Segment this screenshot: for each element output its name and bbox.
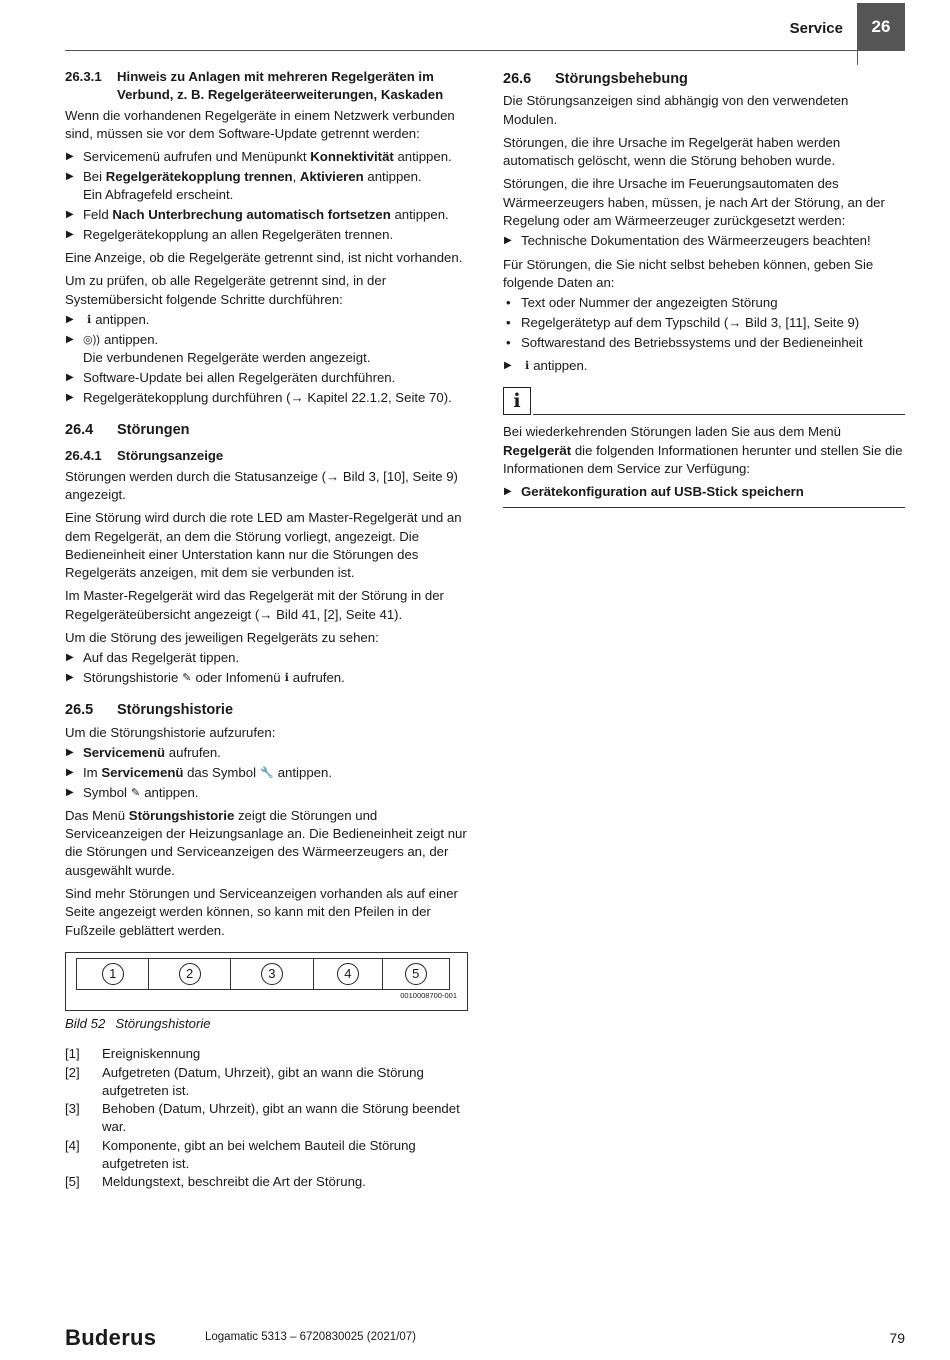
bullet-list xyxy=(503,294,905,352)
left-column xyxy=(65,68,468,1192)
figure-legend xyxy=(65,1045,468,1191)
legend-item: [1] Ereigniskennung xyxy=(65,1046,201,1062)
info-rule xyxy=(533,414,905,415)
step-item: ▶ Regelgerätekopplung durchführen (→ Kapitel 22.1.2, Seite 70). xyxy=(65,389,468,407)
legend-item: [4] Komponente, gibt an bei welchem Bauteil die Störung aufgetreten ist. xyxy=(65,1137,416,1172)
paragraph: Für Störungen, die Sie nicht selbst beheben können, geben Sie folgende Daten an: xyxy=(503,256,874,290)
network-icon: ◎)) xyxy=(83,333,100,346)
figure-cell: 4 xyxy=(314,959,382,989)
step-item: ▶ Servicemenü aufrufen. xyxy=(65,744,468,762)
brand-logo: Buderus xyxy=(65,1325,157,1350)
paragraph: Eine Störung wird durch die rote LED am Master-Regelgerät und an dem Regelgerät, an dem die Störung vorliegt, angezeigt. Die Bedieneinheit einer Unterstation kann nur die Störungen des Regelgeräts anzeigen, mit dem sie verbunden ist. xyxy=(65,510,462,581)
paragraph: Störungen, die ihre Ursache im Regelgerät haben werden automatisch gelöscht, wenn die Störung behoben wurde. xyxy=(503,134,841,169)
heading-number: 26.3.1 xyxy=(65,69,102,84)
info-notice-header xyxy=(503,387,905,415)
right-column xyxy=(503,68,905,508)
chapter-number-badge: 26 xyxy=(857,3,905,51)
heading-26-4: 26.4 Störungen xyxy=(65,422,190,439)
paragraph: Im Master-Regelgerät wird das Regelgerät mit der Störung in der Regelgeräteübersicht angezeigt (→ Bild 41, [2], Seite 41). xyxy=(65,588,444,622)
step-item: ▶ ℹ antippen. xyxy=(503,357,905,375)
figure-caption: Bild 52 Störungshistorie xyxy=(65,1015,211,1031)
step-item: ▶ Gerätekonfiguration auf USB-Stick speichern xyxy=(503,483,905,501)
step-list xyxy=(65,148,468,244)
step-item: ▶ Auf das Regelgerät tippen. xyxy=(65,649,468,667)
step-item: ▶ Störungshistorie ✎ oder Infomenü ℹ aufrufen. xyxy=(65,669,468,687)
step-item: ▶ Feld Nach Unterbrechung automatisch fortsetzen antippen. xyxy=(65,206,468,224)
heading-26-5: 26.5 Störungshistorie xyxy=(65,702,234,719)
paragraph: Sind mehr Störungen und Serviceanzeigen vorhanden als auf einer Seite angezeigt werden können, so kann mit den Pfeilen in der Fußzeile geblättert werden. xyxy=(65,886,458,938)
figure-table xyxy=(76,958,450,990)
figure-cell: 2 xyxy=(149,959,230,989)
info-icon: i xyxy=(503,387,531,415)
page-number: 79 xyxy=(889,1330,905,1346)
step-item: ▶ ◎)) antippen. Die verbundenen Regelgeräte werden angezeigt. xyxy=(65,331,468,368)
service-wrench-icon: 🔧 xyxy=(260,766,274,779)
heading-26-3-1 xyxy=(65,68,468,105)
paragraph: Um die Störung des jeweiligen Regelgeräts zu sehen: xyxy=(65,630,379,646)
info-menu-icon: ℹ xyxy=(284,672,289,685)
bullet-item: • Softwarestand des Betriebssystems und der Bedieneinheit xyxy=(503,334,905,352)
heading-26-4-1: 26.4.1 Störungsanzeige xyxy=(65,448,224,464)
step-list xyxy=(503,483,905,501)
figure-cell: 3 xyxy=(231,959,314,989)
step-item: ▶ ℹ antippen. xyxy=(65,311,468,329)
heading-text: Hinweis zu Anlagen mit mehreren Regelgeräten im Verbund, z. B. Regelgeräteerweiterungen, Kaskaden xyxy=(117,69,444,103)
step-list xyxy=(503,357,905,375)
document-id: Logamatic 5313 – 6720830025 (2021/07) xyxy=(205,1331,417,1343)
legend-item: [2] Aufgetreten (Datum, Uhrzeit), gibt an wann die Störung aufgetreten ist. xyxy=(65,1064,424,1098)
figure-cell: 1 xyxy=(77,959,149,989)
paragraph: Bei wiederkehrenden Störungen laden Sie aus dem Menü Regelgerät die folgenden Informationen herunter und stellen Sie die Informationen dem Service zur Verfügung: xyxy=(503,424,903,477)
paragraph: Eine Anzeige, ob die Regelgeräte getrennt sind, ist nicht vorhanden. xyxy=(65,250,463,266)
paragraph: Um zu prüfen, ob alle Regelgeräte getrennt sind, in der Systemübersicht folgende Schritte durchführen: xyxy=(65,273,387,307)
step-item: ▶ Regelgerätekopplung an allen Regelgeräten trennen. xyxy=(65,226,468,244)
paragraph: Störungen werden durch die Statusanzeige (→ Bild 3, [10], Seite 9) angezeigt. xyxy=(65,468,458,502)
step-item: ▶ Software-Update bei allen Regelgeräten durchführen. xyxy=(65,369,468,387)
bullet-item: • Regelgerätetyp auf dem Typschild (→ Bild 3, [11], Seite 9) xyxy=(503,314,905,332)
step-list xyxy=(503,232,905,250)
heading-26-6: 26.6 Störungsbehebung xyxy=(503,71,688,87)
step-item: ▶ Im Servicemenü das Symbol 🔧 antippen. xyxy=(65,764,468,782)
figure-code: 0010008700-001 xyxy=(400,990,457,1000)
info-notice xyxy=(503,423,905,508)
info-menu-icon: ℹ xyxy=(525,360,530,373)
step-item: ▶ Technische Dokumentation des Wärmeerzeugers beachten! xyxy=(503,232,905,250)
header-rule xyxy=(65,50,857,51)
step-item: ▶ Bei Regelgerätekopplung trennen, Aktivieren antippen. Ein Abfragefeld erscheint. xyxy=(65,168,468,205)
fault-history-icon: ✎ xyxy=(130,786,141,799)
step-item: ▶ Symbol ✎ antippen. xyxy=(65,784,468,802)
fault-history-icon: ✎ xyxy=(182,672,192,685)
legend-item: [5] Meldungstext, beschreibt die Art der Störung. xyxy=(65,1174,366,1190)
step-list xyxy=(65,311,468,407)
step-item: ▶ Servicemenü aufrufen und Menüpunkt Konnektivität antippen. xyxy=(65,148,468,166)
paragraph: Um die Störungshistorie aufzurufen: xyxy=(65,724,276,740)
paragraph: Störungen, die ihre Ursache im Feuerungsautomaten des Wärmeerzeugers haben, müssen, je nach Art der Störung, an der Regelung oder am Wärmeerzeuger zurückgesetzt werden: xyxy=(503,176,885,229)
step-list xyxy=(65,649,468,687)
step-list xyxy=(65,744,468,802)
info-menu-icon: ℹ xyxy=(87,314,92,327)
bullet-item: • Text oder Nummer der angezeigten Störung xyxy=(503,294,905,312)
figure-cell: 5 xyxy=(383,959,449,989)
paragraph: Die Störungsanzeigen sind abhängig von den verwendeten Modulen. xyxy=(503,93,849,127)
legend-item: [3] Behoben (Datum, Uhrzeit), gibt an wann die Störung beendet war. xyxy=(65,1101,460,1135)
paragraph: Wenn die vorhandenen Regelgeräte in einem Netzwerk verbunden sind, müssen sie vor dem Software-Update getrennt werden: xyxy=(65,107,455,141)
section-title: Service xyxy=(789,20,843,37)
paragraph: Das Menü Störungshistorie zeigt die Störungen und Serviceanzeigen der Heizungsanlage an. Die Bedieneinheit zeigt nur die Störungen und Serviceanzeigen des Wärmeerzeugers an, der ausgewählt wurde. xyxy=(65,807,467,878)
header-rule-tick xyxy=(857,51,858,65)
figure-fault-history xyxy=(65,952,468,1011)
